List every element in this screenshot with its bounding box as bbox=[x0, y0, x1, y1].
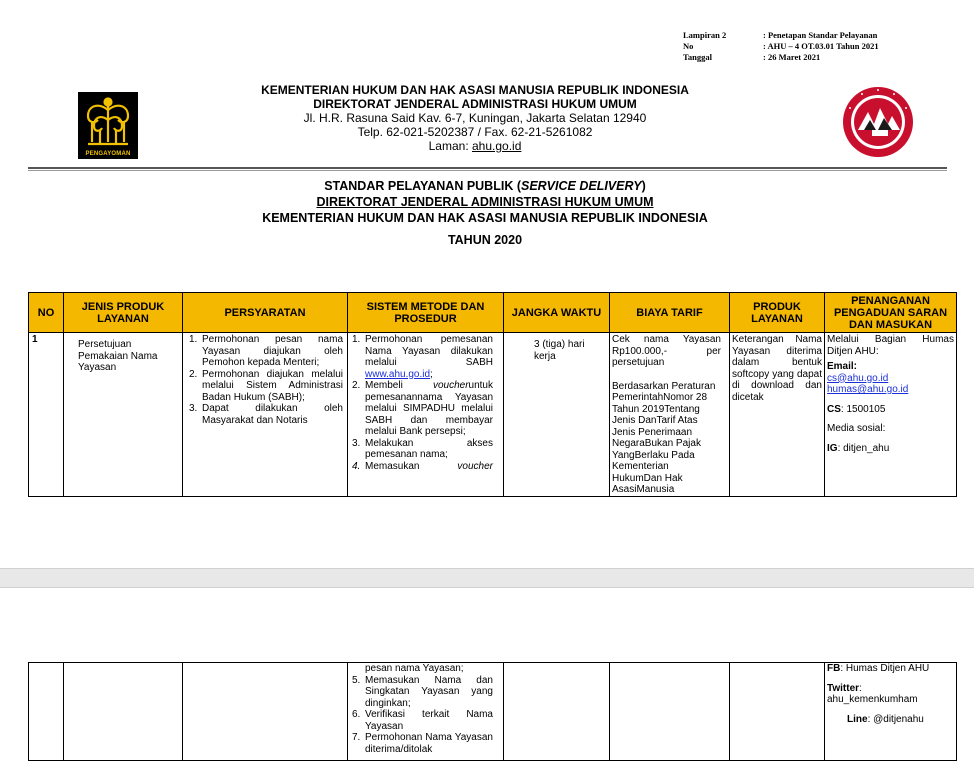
list-item: 7. Permohonan Nama Yayasan diterima/ditolak bbox=[352, 732, 493, 755]
cell-penanganan-cont: FB: Humas Ditjen AHU Twitter: ahu_kemenkumham Line: @ditjenahu bbox=[825, 663, 957, 761]
email-humas-link[interactable]: humas@ahu.go.id bbox=[827, 384, 909, 395]
cell-prosedur-cont bbox=[348, 663, 504, 761]
cell-jangka-cont bbox=[504, 663, 610, 761]
cell-produk-cont bbox=[730, 663, 825, 761]
email-cs-link[interactable]: cs@ahu.go.id bbox=[827, 372, 889, 384]
cell-persyaratan-cont bbox=[183, 663, 348, 761]
cell-no-cont bbox=[29, 663, 64, 761]
header-divider-thin bbox=[28, 170, 947, 171]
cell-no: 1 bbox=[29, 333, 64, 497]
col-header-penanganan: PENANGANAN PENGADUAN SARAN DAN MASUKAN bbox=[825, 293, 957, 333]
service-standard-table-continued bbox=[28, 662, 957, 761]
list-item: 1. Permohonan pesan nama Yayasan diajukan oleh Pemohon kepada Menteri; bbox=[189, 334, 343, 368]
table-row bbox=[29, 663, 957, 761]
service-standard-table bbox=[28, 292, 957, 497]
directorate-name: DIREKTORAT JENDERAL ADMINISTRASI HUKUM UMUM bbox=[313, 97, 637, 111]
col-header-produk: PRODUK LAYANAN bbox=[730, 293, 825, 333]
website-line: Laman: ahu.go.id bbox=[428, 139, 522, 153]
header-divider bbox=[28, 167, 947, 169]
table-header-row bbox=[29, 293, 957, 333]
pengayoman-logo bbox=[78, 92, 138, 159]
list-item: 2. Permohonan diajukan melalui melalui Sistem Administrasi Badan Hukum (SABH); bbox=[189, 368, 343, 403]
cell-jenis-cont bbox=[64, 663, 183, 761]
corporate-university-logo bbox=[842, 86, 914, 158]
doc-title: STANDAR PELAYANAN PUBLIK (SERVICE DELIVERY) bbox=[324, 179, 646, 193]
list-item: 1. Permohonan pemesanan Nama Yayasan dilakukan melalui SABH www.ahu.go.id; bbox=[352, 334, 493, 380]
col-header-jangka: JANGKA WAKTU bbox=[504, 293, 610, 333]
page-break-gap bbox=[0, 568, 974, 588]
cell-prosedur bbox=[348, 333, 504, 497]
phone-fax: Telp. 62-021-5202387 / Fax. 62-21-5261082 bbox=[357, 125, 593, 139]
col-header-persyaratan: PERSYARATAN bbox=[183, 293, 348, 333]
doc-title-directorate: DIREKTORAT JENDERAL ADMINISTRASI HUKUM UMUM bbox=[316, 195, 654, 209]
address: Jl. H.R. Rasuna Said Kav. 6-7, Kuningan, Jakarta Selatan 12940 bbox=[303, 111, 647, 125]
list-item: 2. Membeli voucheruntuk pemesanannama Yayasan melalui SIMPADHU melalui SABH dan membayar melalui Bank persepsi; bbox=[352, 380, 493, 437]
list-item: 4. Memasukan voucher bbox=[352, 460, 493, 472]
cell-persyaratan bbox=[183, 333, 348, 497]
col-header-jenis: JENIS PRODUK LAYANAN bbox=[64, 293, 183, 333]
cell-jangka: 3 (tiga) hari kerja bbox=[504, 333, 610, 497]
cell-jenis: Persetujuan Pemakaian Nama Yayasan bbox=[64, 333, 183, 497]
list-item: 3. Melakukan akses pemesanan nama; bbox=[352, 437, 493, 460]
pengayoman-caption: PENGAYOMAN bbox=[85, 151, 131, 157]
website-link[interactable]: ahu.go.id bbox=[471, 139, 522, 153]
doc-title-year: TAHUN 2020 bbox=[447, 233, 523, 247]
table-row bbox=[29, 333, 957, 497]
ministry-name: KEMENTERIAN HUKUM DAN HAK ASASI MANUSIA REPUBLIK INDONESIA bbox=[261, 83, 689, 97]
cell-biaya-cont bbox=[610, 663, 730, 761]
col-header-biaya: BIAYA TARIF bbox=[610, 293, 730, 333]
cell-biaya: Cek nama Yayasan Rp100.000,- per persetujuan Berdasarkan Peraturan PemerintahNomor 28 Tahun 2019Tentang Jenis DanTarif Atas Jenis Penerimaan NegaraBukan Pajak YangBerlaku Pada Kementerian HukumDan Hak AsasiManusia bbox=[610, 333, 730, 497]
col-header-no: NO bbox=[29, 293, 64, 333]
list-item: 5. Memasukan Nama dan Singkatan Yayasan yang dinginkan; bbox=[352, 674, 493, 709]
cell-penanganan: Melalui Bagian Humas Ditjen AHU: Email: cs@ahu.go.id humas@ahu.go.id CS: 1500105 Media sosial: IG: ditjen_ahu bbox=[825, 333, 957, 497]
cell-produk: Keterangan Nama Yayasan diterima dalam bentuk softcopy yang dapat di download dan dicetak bbox=[730, 333, 825, 497]
doc-title-ministry: KEMENTERIAN HUKUM DAN HAK ASASI MANUSIA REPUBLIK INDONESIA bbox=[262, 211, 708, 225]
col-header-prosedur: SISTEM METODE DAN PROSEDUR bbox=[348, 293, 504, 333]
attachment-reference: Lampiran 2 : Penetapan Standar Pelayanan No : AHU – 4 OT.03.01 Tahun 2021 Tanggal : 26 Maret 2021 bbox=[683, 30, 879, 62]
list-item: 3. Dapat dilakukan oleh Masyarakat dan Notaris bbox=[189, 403, 343, 426]
list-item: 6. Verifikasi terkait Nama Yayasan bbox=[352, 709, 493, 732]
list-item: pesan nama Yayasan; bbox=[365, 663, 464, 674]
ahu-website-link[interactable]: www.ahu.go.id bbox=[365, 368, 431, 380]
